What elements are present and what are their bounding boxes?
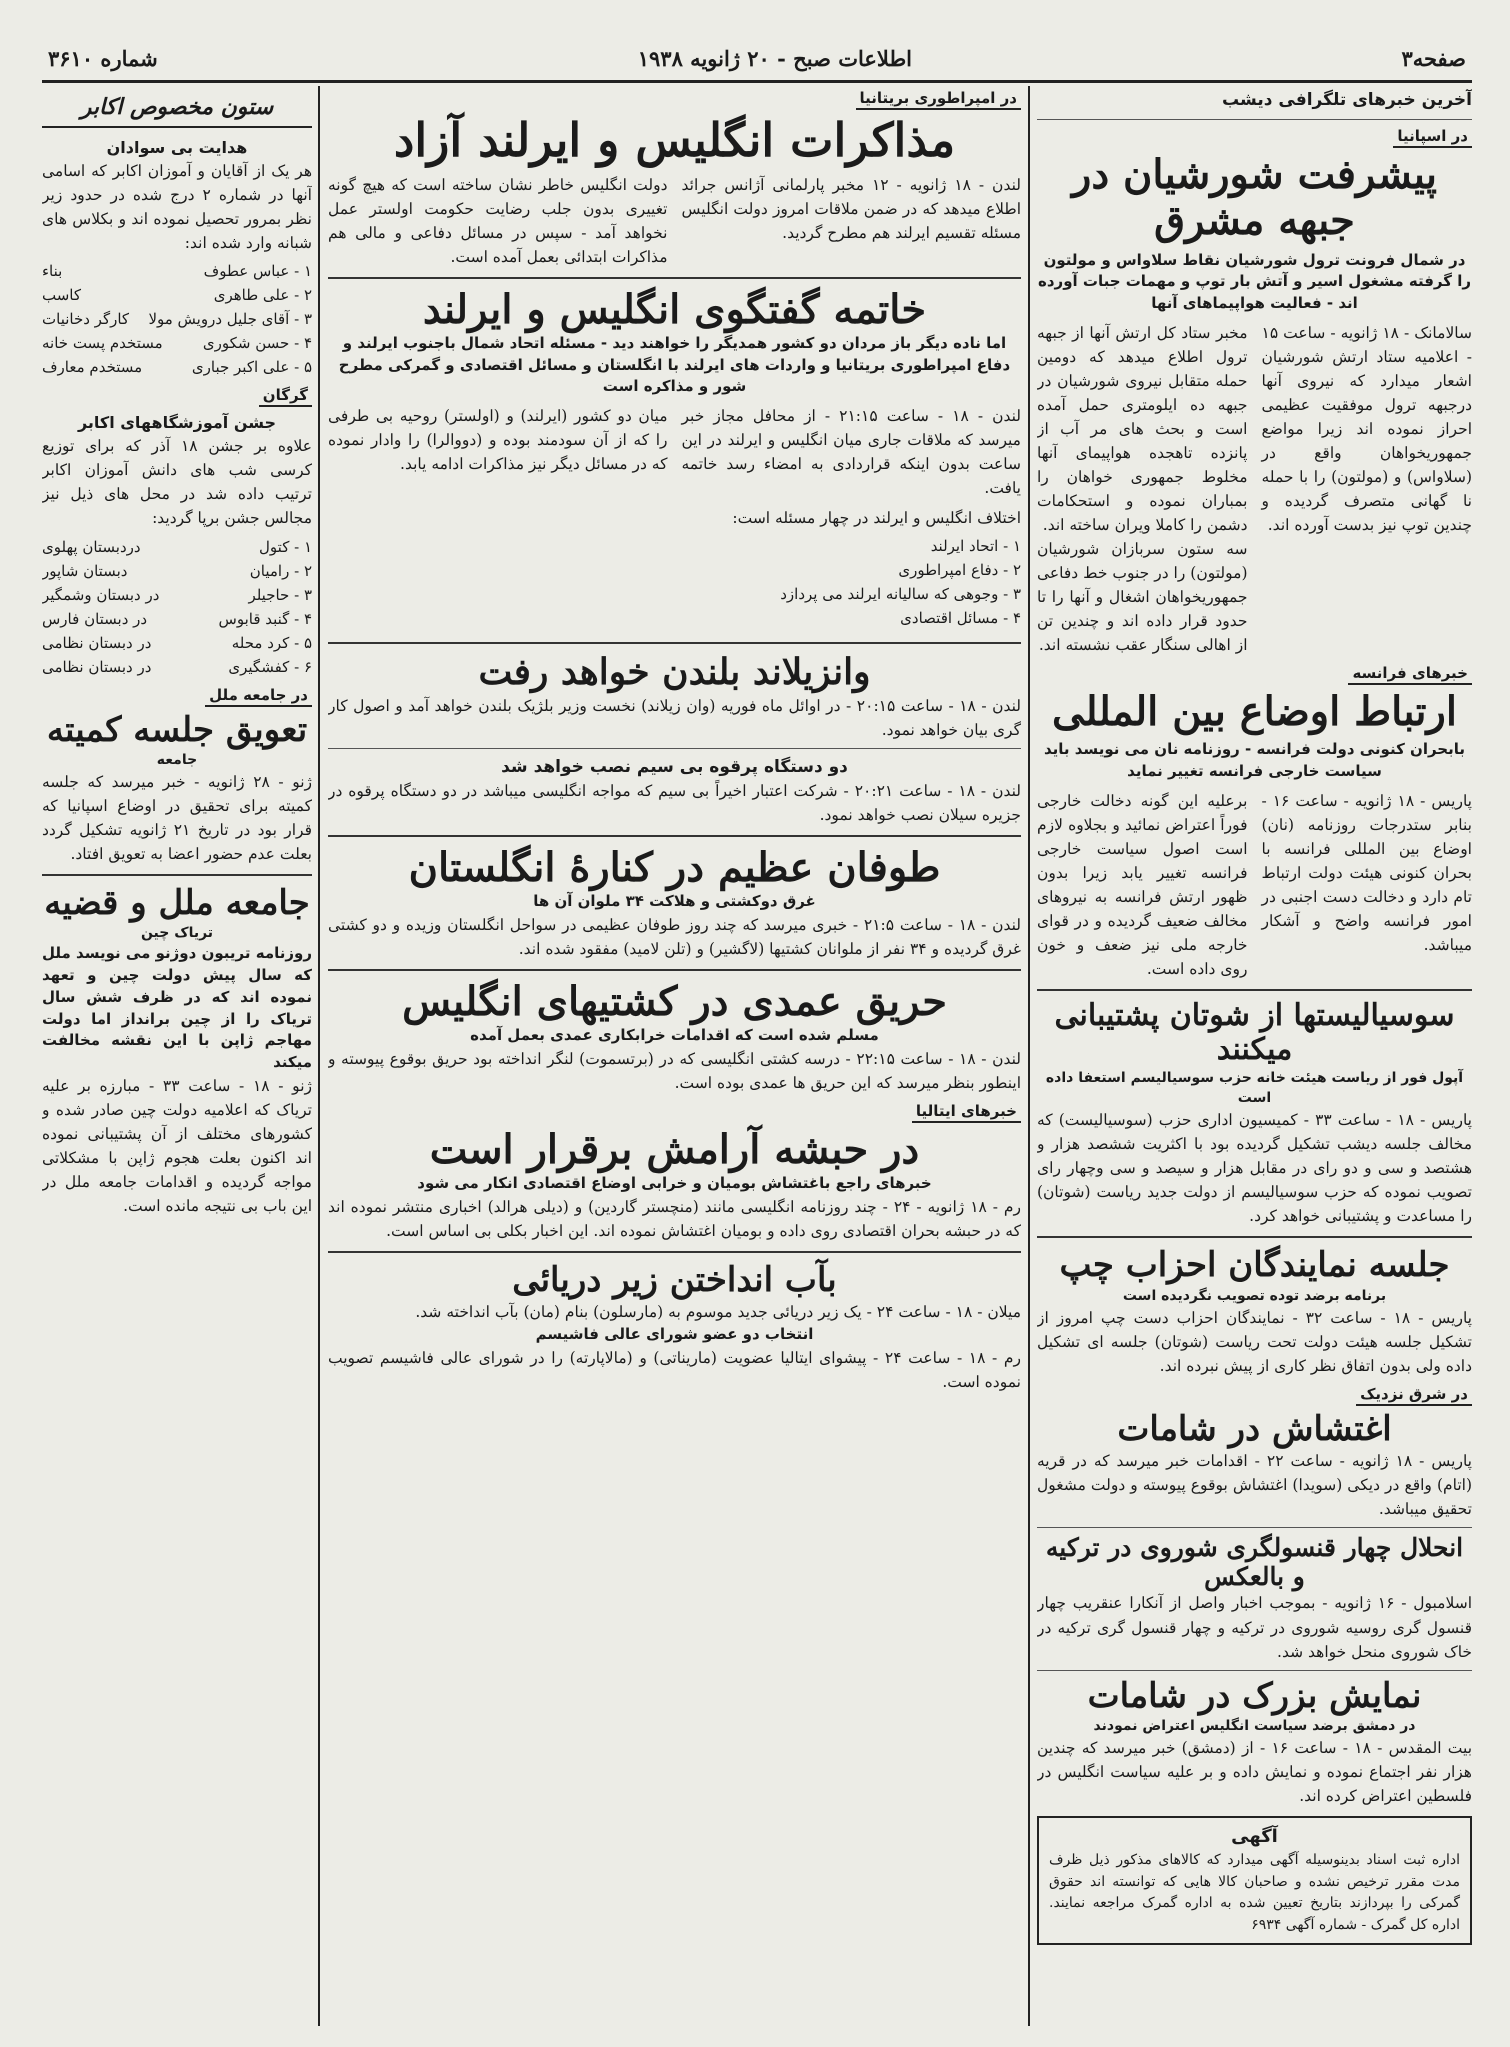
article-storm-england: لندن - ۱۸ - ساعت ۲۱:۵ - خبری میرسد که چند روز طوفان عظیمی در سواحل انگلستان وزیده و دو کشتی غرق گردیده و ۳۴ نفر از ملوانان کشتیها (لاگشیر) و (تلن لامید) مفقود شده اند.	[328, 916, 1021, 959]
list-item: ۶ - کفشگیری در دبستان نظامی	[42, 657, 312, 676]
list-item: ۴ - حسن شکوری مستخدم پست خانه	[42, 334, 312, 353]
article-france-part2: برعلیه این گونه دخالت خارجی فوراً اعتراض نمائید و بجلاوه لازم است اصول سیاست خارجی فرانسه تغییر یابد زیرا بدون ظهور ارتش فرانسه به نیروهای مخالف ضعیف گردیده و در قوای خارجه ملی نیز ضعف و خون روی داده است.	[1037, 791, 1248, 978]
headline-ship-arson: حریق عمدی در کشتیهای انگلیس	[402, 978, 947, 1026]
article-syria-unrest: پاریس - ۱۸ ژانویه - ساعت ۲۲ - اقدامات خبر میرسد که در قریه (اتام) واقع در دیکی (سویدا) اغتشاش بوقوع پیوسته و دولت مشغول تحقیق میباشد.	[1037, 1451, 1472, 1518]
article-rebels-part2: مخبر ستاد کل ارتش آنها از جبهه ترول اطلاع میدهد که دومین حمله متقابل نیروی شورشیان در جبهه ده ایلومتری حمل آمده است و بحث های مر آب از پانزده تاهجده هواپیمای آنها مخلوط جمهوری خواهان را بمباران نموده و استحکامات دشمن را کاملا ویران ساخته اند.	[1037, 323, 1248, 535]
article-league-opium: ژنو - ۱۸ - ساعت ۳۳ - مبارزه بر علیه تریاک که اعلامیه دولت چین صادر شده و کشورهای مختلف از آن پشتیبانی نموده اند اکنون بعلت هجوم ژاپن با مشکلاتی مواجه گردیده و اقدامات جامعه ملل در این باب بی نتیجه مانده است.	[42, 1076, 312, 1215]
students-list	[42, 259, 312, 379]
middle-column	[328, 88, 1021, 2018]
column-rule-right	[1028, 86, 1030, 2026]
subhead-abyssinia-calm: خبرهای راجع باغتشاش بومیان و خرابی اوضاع اقتصادی انکار می شود	[417, 1173, 932, 1192]
ad-title: آگهی	[1231, 1825, 1278, 1847]
article-rebels-part1: سالامانک - ۱۸ ژانویه - ساعت ۱۵ - اعلامیه ستاد ارتش شورشیان اشعار میدارد که نیروی آنها درجبهه ترول موفقیت عظیمی احراز نموده اند زیرا مواضع جمهوریخواهان واقع در (سلاواس) و (مولتون) را با حمله نا گهانی متصرف گردیده و چندین توپ نیز بدست آورده اند.	[1261, 323, 1472, 535]
list-item: ۴ - مسائل اقتصادی	[900, 609, 1021, 628]
article-radio-stations: لندن - ۱۸ - ساعت ۲۰:۲۱ - شرکت اعتبار اخیراً بی سیم که مواجه انگلیسی میباشد در دو دستگاه پرقوه در جزیره سیلان نصب خواهد نمود.	[328, 782, 1021, 825]
column-rule-left	[318, 86, 320, 2026]
section-tag-britain: در امپراطوری بریتانیا	[856, 89, 1021, 110]
subhead-left-parties: برنامه برضد توده تصویب نگردیده است	[1122, 1287, 1387, 1304]
issue-number: شماره ۳۶۱۰	[48, 46, 158, 71]
article-committee-postponed: ژنو - ۲۸ ژانویه - خبر میرسد که جلسه کمیته برای تحقیق در اوضاع اسپانیا که قرار بود در تاریخ ۲۱ ژانویه تشکیل گردد بعلت عدم حضور اعضا به تعویق افتاد.	[42, 772, 312, 863]
headline-consulates: انحلال چهار قنسولگری شوروی در ترکیه و بالعکس	[1045, 1532, 1464, 1591]
article-ireland-talks-part1: لندن - ۱۸ ژانویه - ۱۲ مخبر پارلمانی آژانس جرائد اطلاع میدهد که در ضمن ملاقات امروز دولت انگلیس مسئله تقسیم ایرلند هم مطرح گردید.	[681, 175, 1021, 242]
article-france-part1: پاریس - ۱۸ ژانویه - ساعت ۱۶ - بنابر ستدرجات روزنامه (نان) اوضاع بین المللی فرانسه با بحران کنونی هیئت دولت ارتباط تام دارد و دخالت دست اجنبی در امور فرانسه واضح و آشکار میباشد.	[1261, 791, 1472, 954]
article-socialists: پاریس - ۱۸ - ساعت ۳۳ - کمیسیون اداری حزب (سوسیالیست) که مخالف جلسه دیشب تشکیل گردیده بود با اکثریت ششصد هزار و هشتصد و سی و دو رای در مقابل هزار و سیصد و سی وچهار رای تصویب نموده که حزب سوسیالیسم از دولت جدید ریاست (شوتان) را مساعدت و پشتیبانی خواهد کرد.	[1037, 1111, 1472, 1226]
headline-submarine-launch: بآب انداختن زیر دریائی	[512, 1259, 837, 1300]
list-item: ۳ - وجوهی که سالیانه ایرلند می پردازد	[780, 585, 1021, 604]
headline-school-celebration: جشن آموزشگاههای اکابر	[77, 413, 277, 433]
article-school-celebration: علاوه بر جشن ۱۸ آذر که برای توزیع کرسی شب های دانش آموزان اکابر ترتیب داده شد در محل های ذیل نیز مجالس جشن برپا گردید:	[42, 437, 312, 528]
article-fascist-council: رم - ۱۸ - ساعت ۲۴ - پیشوای ایتالیا عضویت (ماریناتی) و (مالاپارته) را در شورای عالی فاشیسم تصویب نموده است.	[328, 1348, 1021, 1391]
subhead-damascus-demonstration: در دمشق برضد سیاست انگلیس اعتراض نمودند	[1093, 1717, 1416, 1734]
headline-international-situation: ارتباط اوضاع بین المللی	[1052, 688, 1457, 736]
headline-syria-unrest: اغتشاش در شامات	[1117, 1408, 1392, 1449]
headline-van-zeeland: وانزیلاند بلندن خواهد رفت	[478, 651, 871, 694]
list-item: ۲ - علی طاهری کاسب	[42, 286, 312, 305]
page-header	[42, 40, 1472, 76]
article-ship-arson: لندن - ۱۸ - ساعت ۲۲:۱۵ - درسه کشتی انگلیسی که در (برتسموت) لنگر انداخته بود حریق بوقوع پیوسته و اینطور بنظر میرسد که این حریق ها عمدی بوده است.	[328, 1049, 1021, 1092]
section-tag-near-east: در شرق نزدیک	[1356, 1385, 1472, 1406]
headline-committee-postponed: تعویق جلسه کمیته	[46, 709, 308, 750]
section-tag-italy: خبرهای ایتالیا	[912, 1102, 1021, 1123]
article-consulates: اسلامبول - ۱۶ ژانویه - بموجب اخبار واصل از آنکارا عنقریب چهار قنسول گری روسیه شوروی در ترکیه و چهار قنسول گری ترکیه در خاک شوروی منحل خواهد شد.	[1037, 1594, 1472, 1661]
article-rebels-part3: سه ستون سربازان شورشیان (مولتون) را در جنوب خط دفاعی جمهوریخواهان اشغال و آنها را تا حدود قرار داده اند و چندین تن از اهالی سنگار عقب نشسته اند.	[1037, 540, 1248, 655]
headline-damascus-demonstration: نمایش بزرک در شامات	[1087, 1675, 1422, 1716]
list-item: ۵ - کرد محله در دبستان نظامی	[42, 633, 312, 652]
article-ireland-talks-part2: دولت انگلیس خاطر نشان ساخته است که هیچ گونه تغییری بدون جلب رضایت حکومت اولستر عمل نخواهد آمد - سپس در مسائل دفاعی و مالی هم مذاکرات ابتدائی بعمل آمده است.	[328, 175, 668, 266]
list-item: ۱ - اتحاد ایرلند	[930, 537, 1021, 556]
headline-ireland-talks: مذاکرات انگلیس و ایرلند آزاد	[393, 113, 956, 167]
section-tag-gorgan: گرگان	[259, 386, 312, 407]
subhead-committee-postponed: جامعه	[156, 751, 198, 768]
section-tag-spain: در اسپانیا	[1393, 127, 1472, 148]
list-item: ۵ - علی اکبر جباری مستخدم معارف	[42, 358, 312, 377]
headline-fascist-council: انتخاب دو عضو شورای عالی فاشیسم	[535, 1324, 814, 1343]
article-submarine-launch: میلان - ۱۸ - ساعت ۲۴ - یک زیر دریائی جدید موسوم به (مارسلون) بنام (مان) بآب انداخته شد.	[415, 1302, 1021, 1321]
article-van-zeeland: لندن - ۱۸ - ساعت ۲۰:۱۵ - در اوائل ماه فوریه (وان زیلاند) نخست وزیر بلژیک بلندن خواهد آمد و اصول کار گری بیان خواهد نمود.	[328, 696, 1021, 739]
newspaper-page	[42, 40, 1472, 2030]
subhead-international-situation: بابحران کنونی دولت فرانسه - روزنامه نان می نویسد باید سیاست خارجی فرانسه تغییر نماید	[1043, 740, 1466, 780]
section-tag-france: خبرهای فرانسه	[1348, 664, 1472, 685]
list-intro: اختلاف انگلیس و ایرلند در چهار مسئله است:	[732, 509, 1021, 528]
headline-rebels-advance: پیشرفت شورشیان در جبهه مشرق	[1072, 150, 1437, 244]
article-talks-end-part1: لندن - ۱۸ - ساعت ۲۱:۱۵ - از محافل مجاز خبر میرسد که ملاقات جاری میان انگلیس و ایرلند در این ساعت بدون اینکه قراردادی به امضاء رسد خاتمه یافت.	[681, 407, 1021, 498]
right-column	[1037, 88, 1472, 2018]
article-illiterate-guidance: هر یک از آقایان و آموزان اکابر که اسامی آنها در شماره ۲ درج شده در حدود زیر نظر بمرور تحصیل نموده اند و بکلاس های شبانه وارد شده اند:	[42, 162, 312, 253]
headline-league-opium: جامعه ملل و قضیه	[44, 882, 310, 923]
article-abyssinia-calm: رم - ۱۸ ژانویه - ۲۴ - چند روزنامه انگلیسی مانند (منچستر گاردین) و (دیلی هرالد) اخباری منتشر نموده اند که در حبشه بحران اقتصادی روی داده و بومیان اغتشاش نموده اند. این اخبار بکلی بی اساس است.	[328, 1197, 1021, 1240]
article-damascus-demonstration: بیت المقدس - ۱۸ - ساعت ۱۶ - از (دمشق) خبر میرسد که چندین هزار نفر اجتماع نموده و نمایش داده و بر علیه سیاست انگلیس در فلسطین اعتراض کرده اند.	[1037, 1738, 1472, 1805]
article-left-parties: پاریس - ۱۸ - ساعت ۳۲ - نمایندگان احزاب دست چپ امروز از تشکیل جلسه هیئت دولت تحت ریاست (شوتان) جلسه ای تشکیل داده ولی بدون اتفاق نظر کاری از پیش نبرده اند.	[1037, 1308, 1472, 1375]
headline-left-parties: جلسه نمایندگان احزاب چپ	[1059, 1245, 1450, 1286]
advertisement-box	[1037, 1816, 1472, 1945]
top-telegraph-label: آخرین خبرهای تلگرافی دیشب	[1222, 90, 1472, 110]
subhead-ship-arson: مسلم شده است که اقدامات خرابکاری عمدی بعمل آمده	[470, 1026, 879, 1045]
subhead-league-opium: تریاک چین	[140, 925, 214, 942]
headline-abyssinia-calm: در حبشه آرامش برقرار است	[429, 1125, 920, 1173]
article-talks-end-part2: میان دو کشور (ایرلند) و (اولستر) روحیه بی طرفی را که از آن سودمند بوده و (دووالرا) را وادار نموده که در مسائل دیگر نیز مذاکرات ادامه یابد.	[328, 407, 668, 474]
subhead-talks-end: اما ناده دیگر باز مردان دو کشور همدیگر را خواهند دید - مسئله اتحاد شمال باجنوب ایرلند و دفاع امپراطوری بریتانیا و واردات های ایرلند با انگلستان و مسائل اقتصادی و گمرکی مطرح شور و مذاکره است	[338, 333, 1011, 396]
headline-illiterate-guidance: هدایت بی سوادان	[106, 138, 248, 157]
list-item: ۲ - رامیان دبستان شاپور	[42, 561, 312, 580]
headline-radio-stations: دو دستگاه پرقوه بی سیم نصب خواهد شد	[501, 756, 848, 777]
ad-body: اداره ثبت اسناد بدینوسیله آگهی میدارد که کالاهای مذکور ذیل ظرف مدت مقرر ترخیص نشده و صاحبان کالا هایی که توانسته اند حقوق گمرکی را بپردازند بتاریخ تعیین شده به اداره گمرک مراجعه نمایند. اداره کل گمرک - شماره آگهی ۶۹۳۴	[1049, 1852, 1460, 1934]
celebration-list	[42, 535, 312, 679]
subhead-rebels-advance: در شمال فرونت ترول شورشیان نقاط سلاواس و مولتون را گرفته مشغول اسیر و آتش بار توپ و مهمات جبات آورده اند - فعالیت هواپیماهای آنها	[1038, 250, 1471, 313]
subhead-socialists-support: آپول فور از ریاست هیئت خانه حزب سوسیالیسم استعفا داده است	[1045, 1069, 1464, 1107]
headline-socialists-support: سوسیالیستها از شوتان پشتیبانی میکنند	[1054, 997, 1455, 1068]
page-number: صفحه۳	[1401, 46, 1466, 71]
headline-storm-england: طوفان عظیم در کنارهٔ انگلستان	[408, 844, 941, 892]
dispute-list	[682, 534, 1022, 630]
left-column	[42, 88, 312, 2018]
list-item: ۳ - حاجیلر در دبستان وشمگیر	[42, 585, 312, 604]
header-rule	[42, 80, 1472, 83]
list-item: ۲ - دفاع امپراطوری	[898, 561, 1021, 580]
headline-talks-end: خاتمه گفتگوی انگلیس و ایرلند	[422, 285, 927, 333]
list-item: ۴ - گنبد قابوس در دبستان فارس	[42, 609, 312, 628]
list-item: ۱ - کتول دردبستان پهلوی	[42, 537, 312, 556]
subhead-storm-england: غرق دوکشتی و هلاکت ۳۴ ملوان آن ها	[533, 892, 816, 911]
list-item: ۳ - آقای جلیل درویش مولا کارگر دخانیات	[42, 310, 312, 329]
list-item: ۱ - عباس عطوف بناء	[42, 262, 312, 281]
lead-league-opium: روزنامه تریبون دوژنو می نویسد ملل که سال پیش دولت چین و تعهد نموده اند که در ظرف شش سال تریاک را از چین برانداز اما دولت مهاجم ژاپن با این نقشه مخالفت میکند	[42, 944, 312, 1072]
adult-education-banner: ستون مخصوص اکابر	[42, 88, 312, 128]
section-tag-league: در جامعه ملل	[205, 686, 312, 707]
paper-date-line: اطلاعات صبح - ۲۰ ژانویه ۱۹۳۸	[637, 46, 912, 71]
